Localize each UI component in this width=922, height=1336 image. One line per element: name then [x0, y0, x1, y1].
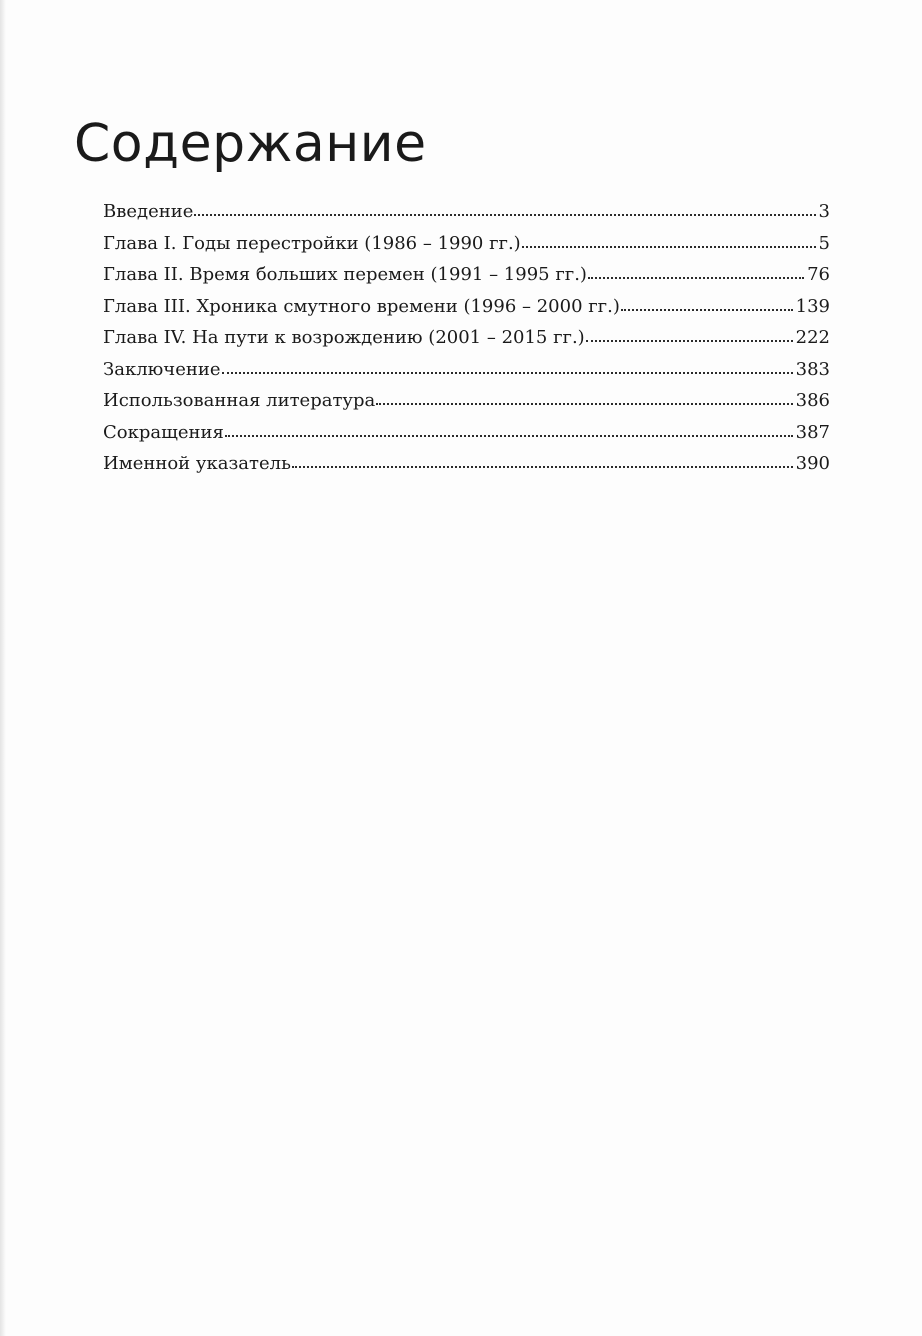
toc-entry-bibliography[interactable] [103, 385, 830, 417]
toc-entry-introduction[interactable] [103, 196, 830, 228]
toc-entry-page: 387 [795, 421, 830, 443]
toc-entry-page: 3 [818, 201, 830, 222]
toc-entry-title: Глава III. Хроника смутного времени (1996 – 2000 гг.) [103, 295, 620, 317]
dot-leader [222, 370, 793, 374]
toc-entry-title: Введение [103, 201, 194, 222]
toc-entry-page: 222 [795, 327, 830, 348]
dot-leader [588, 275, 804, 279]
dot-leader [225, 433, 793, 437]
dot-leader [194, 212, 815, 216]
table-of-contents [103, 196, 830, 480]
toc-entry-name-index[interactable] [103, 448, 830, 480]
toc-entry-title: Именной указатель [103, 453, 291, 474]
page-edge-shadow [0, 0, 6, 1336]
toc-entry-page: 76 [807, 264, 830, 285]
toc-entry-title: Заключение [103, 358, 221, 380]
dot-leader [621, 307, 793, 311]
toc-entry-page: 383 [795, 358, 830, 380]
toc-entry-title: Сокращения [103, 421, 224, 443]
toc-entry-title: Глава IV. На пути к возрождению (2001 – 2015 гг.) [103, 327, 585, 348]
toc-entry-title: Использованная литература [103, 390, 376, 411]
toc-entry-abbreviations[interactable] [103, 417, 830, 449]
toc-entry-page: 386 [795, 390, 830, 411]
toc-entry-conclusion[interactable] [103, 354, 830, 386]
toc-entry-page: 139 [795, 295, 830, 317]
toc-entry-page: 390 [795, 453, 830, 474]
toc-entry-title: Глава II. Время больших перемен (1991 – 1995 гг.) [103, 264, 587, 285]
dot-leader [292, 464, 793, 468]
dot-leader [376, 401, 792, 405]
dot-leader [522, 244, 816, 248]
toc-entry-chapter-2[interactable] [103, 259, 830, 291]
toc-entry-chapter-4[interactable] [103, 322, 830, 354]
toc-entry-chapter-1[interactable] [103, 228, 830, 260]
toc-entry-title: Глава I. Годы перестройки (1986 – 1990 гг.) [103, 232, 521, 254]
toc-entry-chapter-3[interactable] [103, 291, 830, 323]
dot-leader [586, 338, 793, 342]
toc-entry-page: 5 [818, 232, 830, 254]
page-title: Содержание [74, 114, 427, 174]
